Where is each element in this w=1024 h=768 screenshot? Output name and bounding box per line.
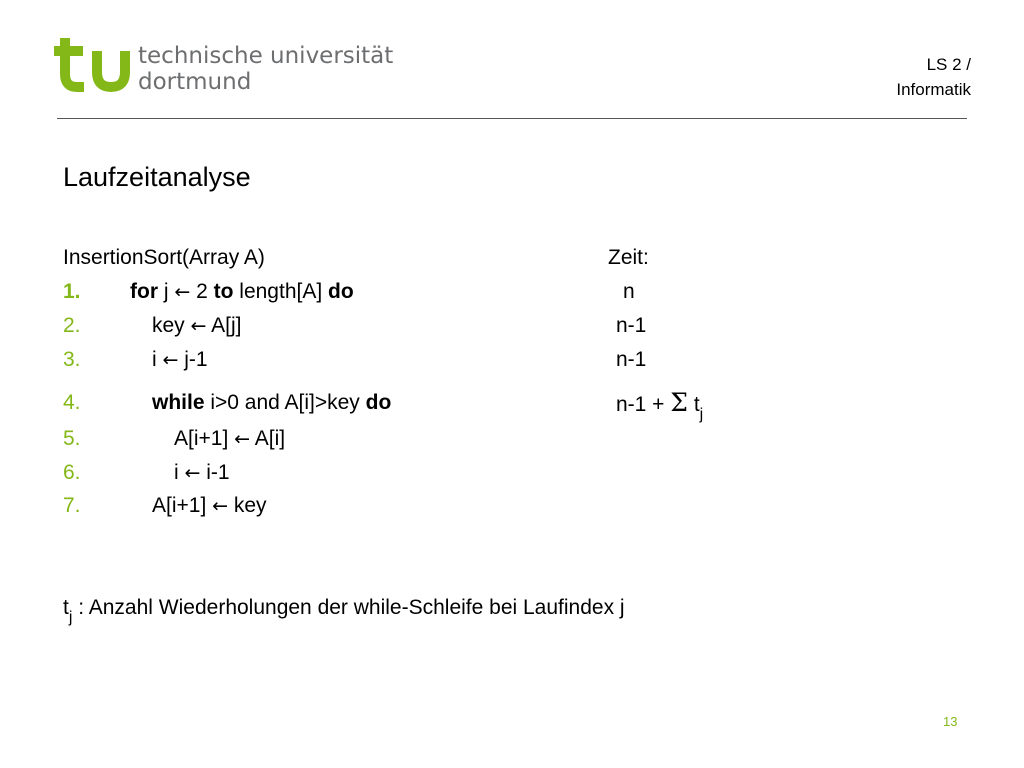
assignment-value: i-1 — [200, 461, 230, 484]
slide-title: Laufzeitanalyse — [63, 162, 251, 192]
sigma-icon: Σ — [670, 388, 688, 417]
tu-dortmund-logo — [52, 38, 412, 98]
code-line-7 — [152, 493, 267, 519]
left-arrow-icon: ← — [184, 462, 201, 484]
university-name-line-2: dortmund — [138, 69, 252, 95]
code-line-2 — [152, 313, 241, 339]
assignment-value: key — [228, 494, 267, 517]
footnote — [63, 595, 625, 626]
time-prefix: n-1 + — [616, 393, 671, 416]
tu-logo-icon — [52, 38, 130, 94]
time-line-3: n-1 — [616, 348, 647, 371]
time-header: Zeit: — [608, 246, 649, 269]
line-number-4: 4. — [63, 391, 81, 414]
left-arrow-icon: ← — [162, 349, 179, 371]
code-line-1 — [130, 279, 354, 305]
loop-variable: j — [158, 280, 175, 303]
do-keyword: do — [328, 280, 354, 303]
while-condition: i>0 and A[i]>key — [204, 391, 366, 414]
code-line-4 — [152, 390, 391, 416]
assignment-value: j-1 — [178, 348, 208, 371]
chair-label-line-1: LS 2 / — [926, 55, 971, 74]
time-line-2: n-1 — [616, 314, 647, 337]
line-number-6: 6. — [63, 461, 81, 484]
chair-label-line-2: Informatik — [896, 80, 971, 99]
page-number: 13 — [943, 714, 958, 729]
chair-label — [896, 52, 971, 102]
assignment-target: A[i+1] — [152, 494, 213, 517]
algorithm-header: InsertionSort(Array A) — [63, 246, 265, 269]
left-arrow-icon: ← — [212, 495, 229, 517]
footnote-symbol: t — [63, 596, 69, 619]
line-number-2: 2. — [63, 314, 81, 337]
line-number-7: 7. — [63, 494, 81, 517]
left-arrow-icon: ← — [234, 428, 251, 450]
line-number-1: 1. — [63, 280, 81, 303]
header-divider — [57, 118, 967, 119]
university-name-line-1: technische universität — [138, 43, 394, 69]
assignment-value: A[j] — [206, 314, 242, 337]
left-arrow-icon: ← — [174, 281, 191, 303]
while-keyword: while — [152, 391, 205, 414]
assignment-target: key — [152, 314, 191, 337]
start-value: 2 — [190, 280, 214, 303]
assignment-value: A[i] — [250, 427, 286, 450]
assignment-target: i — [152, 348, 163, 371]
for-keyword: for — [130, 280, 158, 303]
assignment-target: A[i+1] — [174, 427, 235, 450]
footnote-subscript: j — [68, 609, 73, 626]
line-number-3: 3. — [63, 348, 81, 371]
code-line-5 — [174, 426, 285, 452]
time-line-4 — [616, 388, 704, 423]
assignment-target: i — [174, 461, 185, 484]
code-line-6 — [174, 460, 230, 486]
time-variable: t — [687, 393, 700, 416]
university-name — [138, 43, 393, 95]
line-number-5: 5. — [63, 427, 81, 450]
to-keyword: to — [213, 280, 234, 303]
left-arrow-icon: ← — [190, 315, 207, 337]
time-line-1: n — [623, 280, 635, 303]
do-keyword: do — [365, 391, 392, 414]
code-line-3 — [152, 347, 208, 373]
loop-bound: length[A] — [233, 280, 329, 303]
time-subscript: j — [699, 406, 704, 423]
footnote-text: : Anzahl Wiederholungen der while-Schleife bei Laufindex j — [72, 596, 625, 619]
